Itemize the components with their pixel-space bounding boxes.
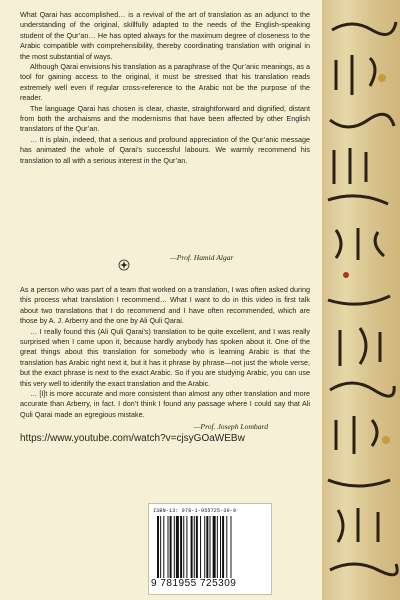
video-link[interactable]: https://www.youtube.com/watch?v=cjsyGOaWEBw bbox=[20, 433, 245, 445]
barcode-number: 9 781955 725309 bbox=[151, 578, 237, 589]
barcode bbox=[148, 503, 272, 595]
isbn-label: ISBN-13: 978-1-955725-30-9 bbox=[153, 508, 237, 514]
paragraph: … It is plain, indeed, that a serious and profound appreciation of the Qur’anic message has animated the whole of Qarai’s successful labours. We warmly recommend his translation to all with a serious interest in the Qur’an. bbox=[20, 134, 310, 165]
endorsement-lombard bbox=[20, 285, 310, 444]
paragraph: What Qarai has accomplished… is a revival of the art of translation as an adjunct to the understanding of the original, skillfully adapted to the needs of the English-speaking student of the Qur’an… He has opted always for the maximum degree of closeness to the Arabic compatible with comprehensibility, thereby coordinating translation with original in the most substantial of ways. bbox=[20, 10, 310, 61]
paragraph: As a person who was part of a team that worked on a translation, I was often asked during this process what translation I recommend… What I want to do in this video is first talk about two translations that I do recommend and I have often recommended, which are those by A. J. Arberry and the one by Ali Quli Qarai. bbox=[20, 285, 310, 326]
signature-lombard: —Prof. Joseph Lombard bbox=[193, 422, 268, 432]
endorsement-algar bbox=[20, 10, 310, 166]
paragraph: … I really found this (Ali Quli Qarai’s) translation to be quite excellent, and I was really surprised when I came upon it, because hardly anybody has spoken about it. One of the great things about this translation for somebody who is learning Arabic is that the translation has Arabic right next it, but it has it phrase by phrase—not just the whole verse, but the exact phrase is next to the exact Arabic. So if you are studying Arabic, you can use this very well to identify the exact translation and the Arabic. bbox=[20, 326, 310, 388]
manuscript-image bbox=[322, 0, 400, 600]
paragraph: Although Qarai envisions his translation as a paraphrase of the Qur’anic meanings, as a tool for gaining access to the original, it must be stressed that his translation reads extremely well even if regular cross-reference to the Arabic not be the purpose of the reader. bbox=[20, 62, 310, 103]
calligraphy-strip bbox=[322, 0, 400, 600]
paragraph: … [I]t is more accurate and more consistent than almost any other translation and more accurate than Arberry, in fact. I don’t think I found any passage where I could say that Ali Quli Qarai made an egregious mistake. bbox=[20, 389, 310, 419]
barcode-bars bbox=[155, 516, 265, 578]
signature-algar: —Prof. Hamid Algar bbox=[170, 253, 234, 262]
paragraph: The language Qarai has chosen is clear, chaste, straightforward and dignified, distant from both the archaisms and the modernisms that have been affected by other English translators of the Qur’an. bbox=[20, 103, 310, 134]
ornament-icon bbox=[118, 259, 130, 271]
